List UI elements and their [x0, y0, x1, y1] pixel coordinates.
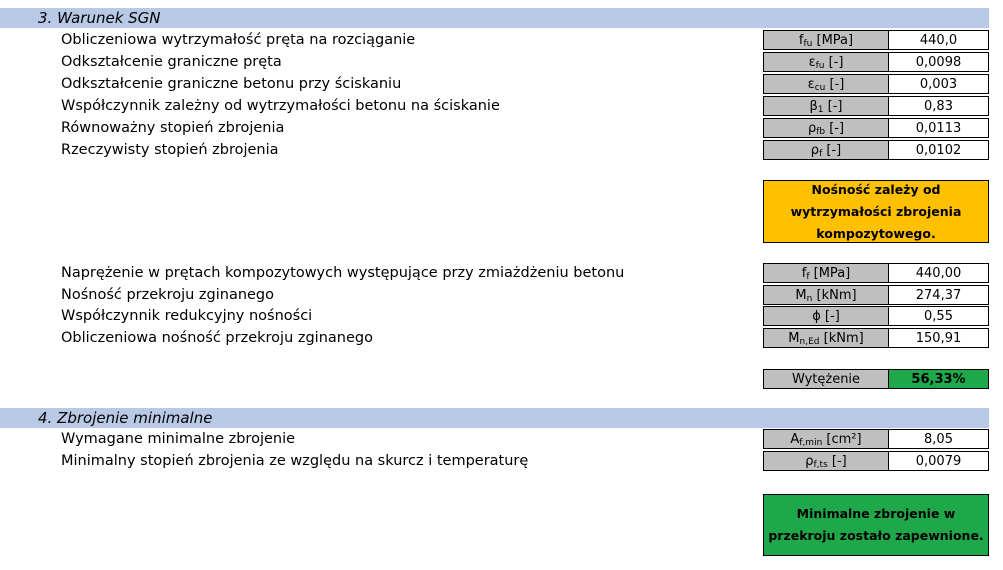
section-4-header: [0, 408, 989, 428]
row-label: Współczynnik redukcyjny nośności: [61, 308, 313, 324]
row-label: Naprężenie w prętach kompozytowych występujące przy zmiażdżeniu betonu: [61, 265, 625, 281]
symbol-unit: [-]: [827, 454, 847, 469]
row-value: 274,37: [888, 285, 989, 305]
symbol-subscript: fu: [803, 39, 813, 49]
row-value: 0,0079: [888, 451, 989, 471]
row-symbol: [763, 285, 889, 305]
row-label: Współczynnik zależny od wytrzymałości betonu na ściskanie: [61, 98, 500, 114]
utilization-value: 56,33%: [888, 369, 989, 389]
capacity-note-text: Nośność zależy od wytrzymałości zbrojenia kompozytowego.: [790, 181, 962, 241]
symbol-char: M: [788, 330, 800, 346]
row-value: 8,05: [888, 429, 989, 449]
row-label: Odkształcenie graniczne pręta: [61, 54, 282, 70]
row-value: 0,83: [888, 96, 989, 116]
symbol-unit: [-]: [825, 77, 845, 92]
row-symbol: [763, 328, 889, 348]
row-value: 0,55: [888, 306, 989, 326]
row-label: Równoważny stopień zbrojenia: [61, 120, 285, 136]
symbol-char: ϕ: [812, 309, 821, 324]
symbol-subscript: n,Ed: [799, 336, 820, 347]
symbol-unit: [-]: [823, 99, 843, 114]
symbol-char: β: [809, 99, 818, 114]
symbol-unit: [kNm]: [819, 330, 864, 346]
row-value: 0,0098: [888, 52, 989, 72]
symbol-char: ε: [808, 55, 816, 70]
symbol-subscript: fu: [815, 61, 825, 71]
row-value: 440,0: [888, 30, 989, 50]
row-symbol: [763, 429, 889, 449]
symbol-unit: [-]: [820, 309, 840, 324]
row-symbol: [763, 52, 889, 72]
symbol-subscript: f: [819, 149, 823, 159]
symbol-unit: [MPa]: [812, 33, 854, 48]
symbol-char: A: [790, 432, 800, 447]
row-value: 0,0102: [888, 140, 989, 160]
row-value: 440,00: [888, 263, 989, 283]
row-symbol: [763, 306, 889, 326]
symbol-char: ρ: [810, 143, 820, 158]
row-symbol: [763, 451, 889, 471]
symbol-unit: [-]: [825, 121, 845, 136]
symbol-subscript: f: [806, 272, 810, 282]
minimum-reinforcement-note-text: Minimalne zbrojenie w przekroju zostało zapewnione.: [768, 506, 984, 543]
symbol-unit: [cm²]: [822, 432, 862, 447]
row-symbol: [763, 96, 889, 116]
row-symbol: [763, 74, 889, 94]
section-3-header: [0, 8, 989, 28]
symbol-char: f: [801, 266, 807, 281]
symbol-char: ρ: [807, 121, 817, 136]
row-symbol: [763, 263, 889, 283]
row-label: Obliczeniowa nośność przekroju zginanego: [61, 329, 373, 346]
row-label: Minimalny stopień zbrojenia ze względu na skurcz i temperaturę: [61, 453, 529, 469]
symbol-subscript: n: [806, 293, 813, 304]
symbol-char: ε: [807, 77, 815, 92]
utilization-label: Wytężenie: [763, 369, 889, 389]
symbol-unit: [MPa]: [809, 266, 851, 281]
symbol-subscript: cu: [814, 83, 826, 93]
row-label: Wymagane minimalne zbrojenie: [61, 431, 296, 447]
row-symbol: [763, 118, 889, 138]
row-label: Odkształcenie graniczne betonu przy ściskaniu: [61, 76, 402, 92]
symbol-char: M: [795, 287, 807, 303]
symbol-subscript: f,ts: [813, 460, 828, 470]
row-value: 0,0113: [888, 118, 989, 138]
row-value: 0,003: [888, 74, 989, 94]
symbol-char: ρ: [805, 454, 814, 469]
symbol-char: f: [798, 33, 804, 48]
row-symbol: [763, 140, 889, 160]
row-symbol: [763, 30, 889, 50]
capacity-note: [763, 180, 989, 243]
symbol-subscript: f,min: [799, 438, 823, 448]
symbol-unit: [kNm]: [812, 287, 857, 303]
symbol-subscript: 1: [817, 105, 824, 115]
row-label: Nośność przekroju zginanego: [61, 286, 275, 303]
symbol-subscript: fb: [816, 127, 826, 137]
section-3-title: 3. Warunek SGN: [38, 9, 161, 27]
row-value: 150,91: [888, 328, 989, 348]
row-label: Obliczeniowa wytrzymałość pręta na rozciąganie: [61, 32, 416, 48]
section-4-title: 4. Zbrojenie minimalne: [38, 409, 213, 427]
minimum-reinforcement-note: [763, 494, 989, 556]
row-label: Rzeczywisty stopień zbrojenia: [61, 142, 279, 158]
symbol-unit: [-]: [822, 143, 842, 158]
symbol-unit: [-]: [824, 55, 844, 70]
